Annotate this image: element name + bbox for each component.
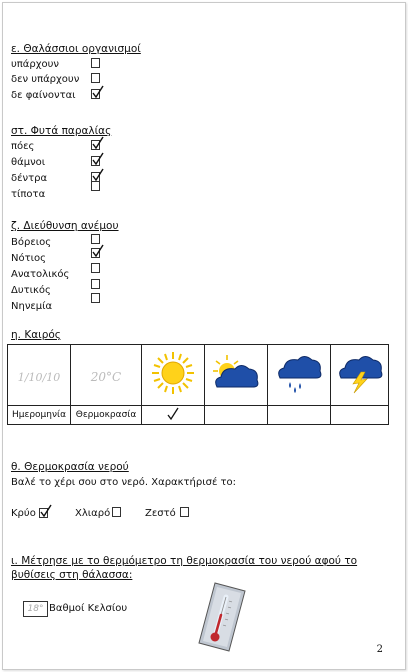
check-mark-icon: [39, 504, 53, 518]
wind-heading: ζ. Διεύθυνση ανέμου: [11, 220, 119, 232]
storm-check-cell[interactable]: [331, 406, 389, 425]
marine-option-not-exist: δεν υπάρχουν: [11, 74, 80, 85]
check-mark-icon: [91, 168, 105, 182]
temperature-value: 20°C: [90, 369, 122, 384]
wind-option-west: Δυτικός: [11, 285, 51, 296]
marine-exist-checkbox[interactable]: [91, 58, 100, 68]
wind-north-checkbox[interactable]: [91, 234, 100, 244]
weather-table: [7, 344, 389, 425]
worksheet-page: [2, 2, 406, 670]
wind-option-east: Ανατολικός: [11, 269, 70, 280]
weather-heading: η. Καιρός: [11, 329, 61, 341]
water-option-hot: Ζεστό: [145, 508, 176, 519]
plants-option-bushes: θάμνοι: [11, 157, 46, 168]
marine-option-exist: υπάρχουν: [11, 59, 60, 70]
water-option-lukewarm: Χλιαρό: [75, 508, 111, 519]
date-value: 1/10/10: [17, 370, 61, 384]
plants-option-grass: πόες: [11, 141, 35, 152]
weather-option-storm[interactable]: [331, 345, 389, 406]
date-cell[interactable]: [8, 345, 71, 406]
plants-bushes-checkbox[interactable]: [91, 156, 100, 166]
partly-cloudy-check-cell[interactable]: [205, 406, 268, 425]
weather-option-sunny[interactable]: [142, 345, 205, 406]
sunny-check-cell[interactable]: [142, 406, 205, 425]
storm-cloud-icon: [337, 352, 383, 394]
date-label: Ημερομηνία: [8, 406, 71, 425]
rainy-check-cell[interactable]: [268, 406, 331, 425]
plants-grass-checkbox[interactable]: [91, 140, 100, 150]
celsius-label: Βαθμοί Κελσίου: [49, 603, 128, 614]
marine-option-not-visible: δε φαίνονται: [11, 90, 76, 101]
wind-south-checkbox[interactable]: [91, 248, 100, 258]
wind-west-checkbox[interactable]: [91, 279, 100, 289]
water-cold-checkbox[interactable]: [39, 508, 48, 518]
temperature-label: Θερμοκρασία: [71, 406, 142, 425]
weather-option-partly-cloudy[interactable]: [205, 345, 268, 406]
marine-heading: ε. Θαλάσσιοι οργανισμοί: [11, 43, 141, 55]
page-number: 2: [376, 644, 383, 655]
plants-option-nothing: τίποτα: [11, 189, 46, 200]
check-mark-icon: [91, 136, 105, 150]
measured-temp-field[interactable]: 18°: [23, 601, 48, 617]
measure-heading: ι. Μέτρησε με το θερμόμετρο τη θερμοκρασία του νερού αφού το βυθίσεις στη θάλασσα:: [11, 555, 358, 581]
plants-heading: στ. Φυτά παραλίας: [11, 125, 112, 137]
plants-option-trees: δέντρα: [11, 173, 48, 184]
marine-not-visible-checkbox[interactable]: [91, 89, 100, 99]
water-hot-checkbox[interactable]: [180, 507, 189, 517]
temperature-cell[interactable]: [71, 345, 142, 406]
sun-icon: [151, 351, 195, 395]
check-mark-icon: [166, 407, 180, 421]
wind-option-calm: Νηνεμία: [11, 301, 53, 312]
water-lukewarm-checkbox[interactable]: [112, 507, 121, 517]
marine-not-exist-checkbox[interactable]: [91, 73, 100, 83]
weather-option-rainy[interactable]: [268, 345, 331, 406]
water-option-cold: Κρύο: [11, 508, 36, 519]
rain-cloud-icon: [276, 352, 322, 394]
check-mark-icon: [91, 152, 105, 166]
check-mark-icon: [91, 85, 105, 99]
water-temp-instruction: Βαλέ το χέρι σου στο νερό. Χαρακτήρισέ το:: [11, 477, 237, 488]
sun-cloud-icon: [211, 353, 261, 393]
wind-option-south: Νότιος: [11, 253, 46, 264]
wind-calm-checkbox[interactable]: [91, 293, 100, 303]
wind-option-north: Βόρειος: [11, 237, 52, 248]
plants-nothing-checkbox[interactable]: [91, 181, 100, 191]
water-temp-heading: θ. Θερμοκρασία νερού: [11, 461, 129, 473]
wind-east-checkbox[interactable]: [91, 263, 100, 273]
thermometer-icon: [193, 581, 251, 653]
check-mark-icon: [91, 244, 105, 258]
